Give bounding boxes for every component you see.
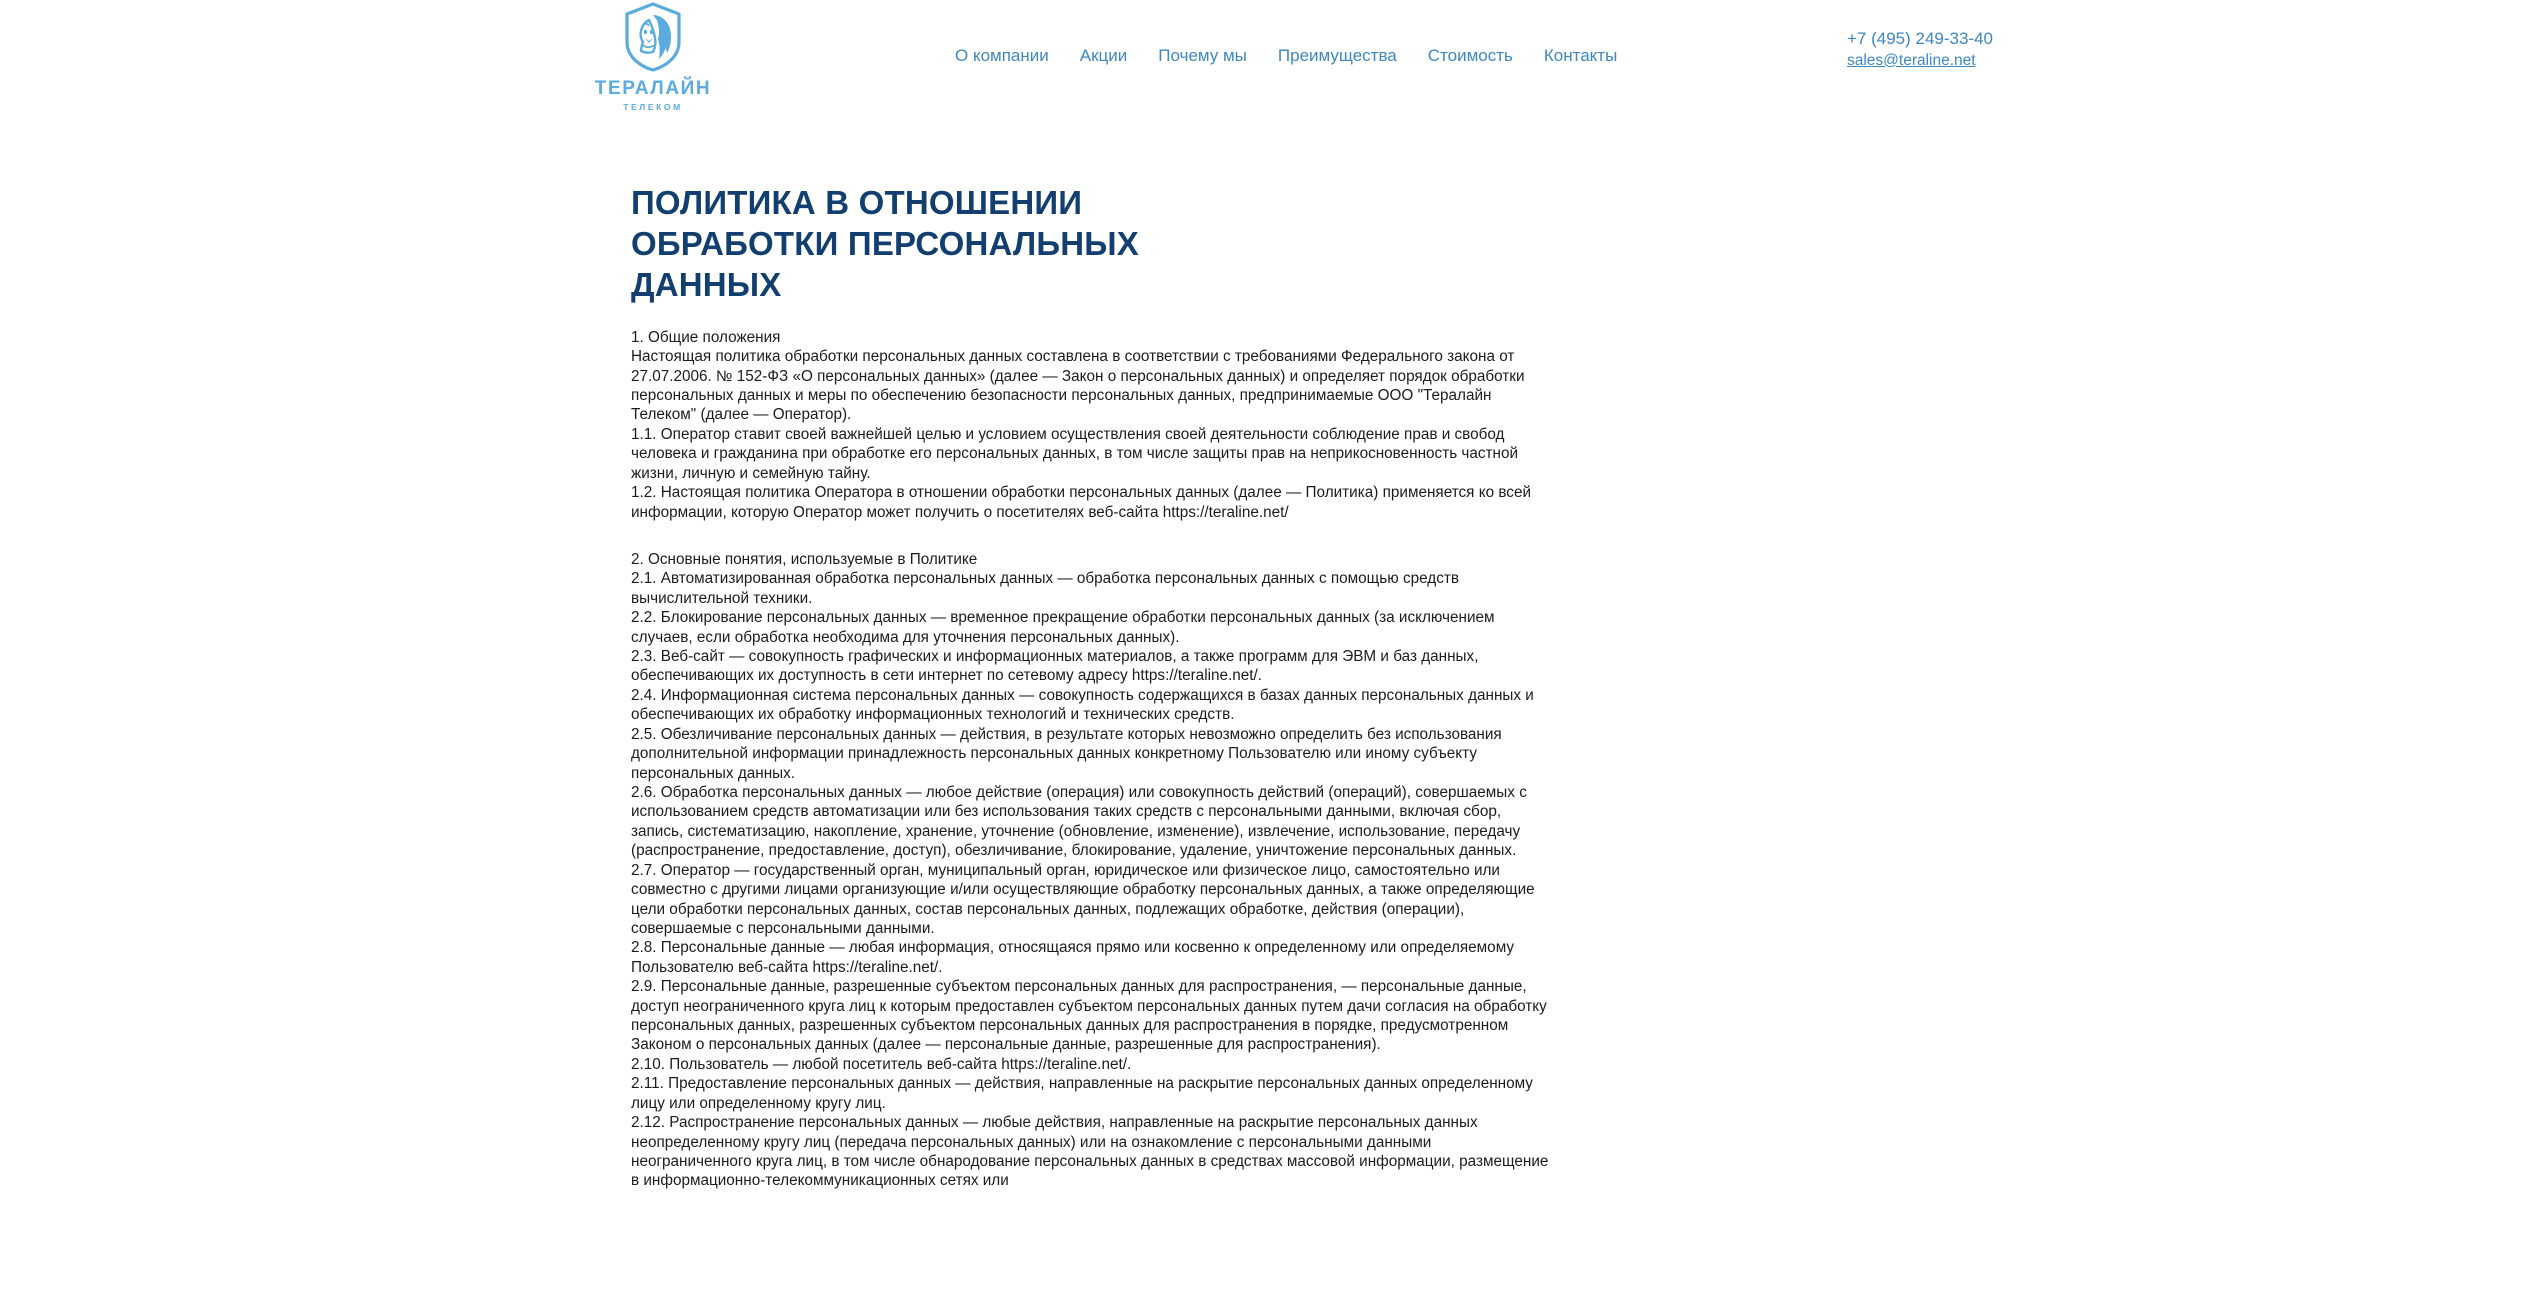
section-2-heading: 2. Основные понятия, используемые в Политике (631, 550, 978, 568)
paragraph-2-5: 2.5. Обезличивание персональных данных — действия, в результате которых невозможно определить без использования дополнительной информации принадлежность персональных данных конкретному Пользователю или иному субъекту персональных данных. (631, 725, 1502, 782)
logo-wordmark: ТЕРАЛАЙН (594, 78, 712, 99)
paragraph-2-2: 2.2. Блокирование персональных данных — временное прекращение обработки персональных данных (за исключением случаев, если обработка необходима для уточнения персональных данных). (631, 609, 1495, 646)
policy-page (631, 0, 1553, 1191)
paragraph-2-7: 2.7. Оператор — государственный орган, муниципальный орган, юридическое или физическое лицо, самостоятельно или совместно с другими лицами организующие и/или осуществляющие обработку персональных данных, а также определяющие цели обработки персональных данных, состав персональных данных, подлежащих обработке, действия (операции), совершаемые с персональными данными. (631, 861, 1535, 937)
email-link[interactable]: sales@teraline.net (1846, 51, 1976, 69)
paragraph-2-3: 2.3. Веб-сайт — совокупность графических и информационных материалов, а также программ для ЭВМ и баз данных, обеспечивающих их доступность в сети интернет по сетевому адресу https://teraline.net/. (631, 648, 1479, 685)
paragraph-2-6: 2.6. Обработка персональных данных — любое действие (операция) или совокупность действий (операций), совершаемых с использованием средств автоматизации или без использования таких средств с персональными данными, включая сбор, запись, систематизацию, накопление, хранение, уточнение (обновление, изменение), извлечение, использование, передачу (распространение, предоставление, доступ), обезличивание, блокирование, удаление, уничтожение персональных данных. (631, 784, 1527, 860)
nav-item-about[interactable]: О компании (955, 46, 1049, 65)
paragraph-2-8: 2.8. Персональные данные — любая информация, относящаяся прямо или косвенно к определенному или определяемому Пользователю веб-сайта https://teraline.net/. (631, 939, 1515, 976)
page-title: ПОЛИТИКА В ОТНОШЕНИИ ОБРАБОТКИ ПЕРСОНАЛЬНЫХ ДАННЫХ (631, 184, 1139, 303)
paragraph-2-12: 2.12. Распространение персональных данных — любые действия, направленные на раскрытие персональных данных неопределенному кругу лиц (передача персональных данных) или на ознакомление с персональными данными неограниченного круга лиц, в том числе обнародование персональных данных в средствах массовой информации, размещение в информационно-телекоммуникационных сетях или (631, 1114, 1549, 1190)
paragraph-1-1: 1.1. Оператор ставит своей важнейшей целью и условием осуществления своей деятельности соблюдение прав и свобод человека и гражданина при обработке его персональных данных, в том числе защиты прав на неприкосновенность частной жизни, личную и семейную тайну. (631, 425, 1519, 482)
nav-item-contacts[interactable]: Контакты (1543, 46, 1618, 65)
paragraph-2-4: 2.4. Информационная система персональных данных — совокупность содержащихся в базах данных персональных данных и обеспечивающих их обработку информационных технологий и технических средств. (631, 686, 1534, 724)
phone-link[interactable]: +7 (495) 249-33-40 (1846, 29, 1993, 48)
paragraph-2-11: 2.11. Предоставление персональных данных — действия, направленные на раскрытие персональных данных определенному лицу или определенному кругу лиц. (631, 1075, 1533, 1112)
nav-item-why-us[interactable]: Почему мы (1158, 46, 1247, 65)
nav-item-pricing[interactable]: Стоимость (1427, 46, 1513, 65)
paragraph-2-9: 2.9. Персональные данные, разрешенные субъектом персональных данных для распространения, — персональные данные, доступ неограниченного круга лиц к которым предоставлен субъектом персональных данных путем дачи согласия на обработку персональных данных, разрешенных субъектом персональных данных для распространения в порядке, предусмотренном Законом о персональных данных (далее — персональные данные, разрешенные для распространения). (631, 978, 1547, 1054)
paragraph-2-10: 2.10. Пользователь — любой посетитель веб-сайта https://teraline.net/. (631, 1055, 1132, 1073)
logo-subword: ТЕЛЕКОМ (623, 102, 683, 112)
paragraph-2-1: 2.1. Автоматизированная обработка персональных данных — обработка персональных данных с помощью средств вычислительной техники. (631, 570, 1459, 607)
nav-item-advantages[interactable]: Преимущества (1277, 46, 1397, 65)
paragraph-1-2: 1.2. Настоящая политика Оператора в отношении обработки персональных данных (далее — Политика) применяется ко всей информации, которую Оператор может получить о посетителях веб-сайта https://teraline.net/ (631, 484, 1531, 521)
policy-body (631, 328, 1553, 1191)
section-spacer (631, 522, 1553, 550)
paragraph-intro: Настоящая политика обработки персональных данных составлена в соответствии с требованиями Федерального закона от 27.07.2006. № 152-ФЗ «О персональных данных» (далее — Закон о персональных данных) и определяет порядок обработки персональных данных и меры по обеспечению безопасности персональных данных, предпринимаемые ООО "Тералайн Телеком" (далее — Оператор). (631, 348, 1525, 424)
header-contacts (1847, 29, 1993, 71)
section-1-heading: 1. Общие положения (631, 328, 781, 346)
nav-item-promotions[interactable]: Акции (1079, 46, 1128, 65)
